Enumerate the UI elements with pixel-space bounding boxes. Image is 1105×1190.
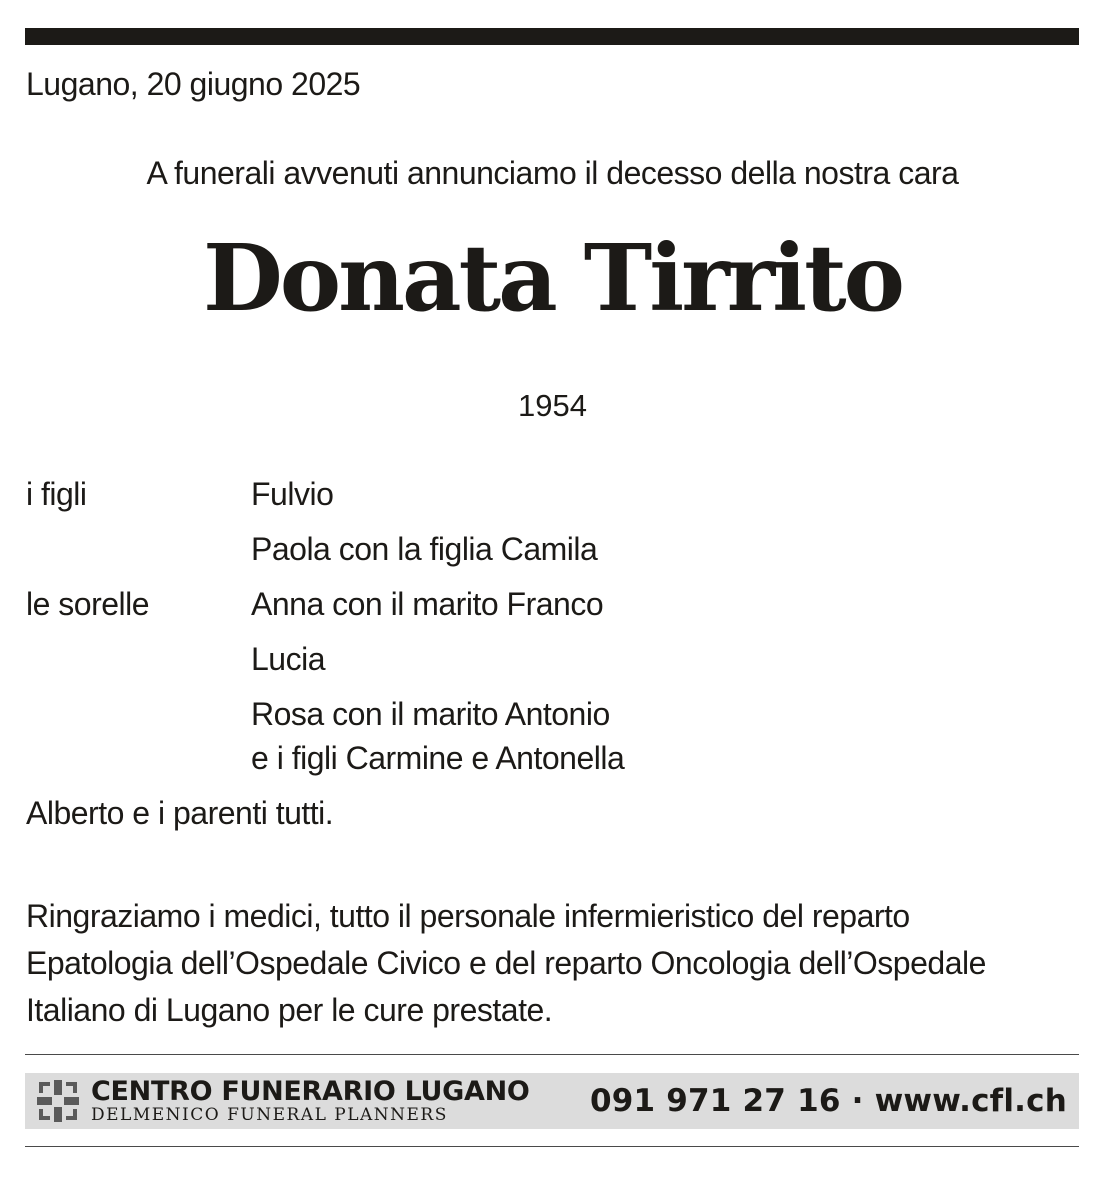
mourner-group-sisters: [26, 582, 1076, 780]
thanks-line: Ringraziamo i medici, tutto il personale infermieristico del reparto: [26, 898, 910, 934]
mourner-entry: [251, 637, 1076, 681]
announcement-intro: A funerali avvenuti annunciamo il decesso della nostra cara: [146, 155, 959, 191]
thanks-paragraph: [26, 893, 1086, 1034]
top-rule: [25, 28, 1079, 45]
mourner-line: Lucia: [251, 641, 325, 677]
thanks-line: Italiano di Lugano per le cure prestate.: [26, 992, 553, 1028]
footer-top-rule: [25, 1054, 1079, 1055]
mourner-role: i figli: [26, 476, 87, 512]
mourners-list: [26, 472, 1076, 780]
mourner-line: Paola con la figlia Camila: [251, 531, 598, 567]
firm-name: CENTRO FUNERARIO LUGANO: [91, 1076, 530, 1107]
other-relatives: Alberto e i parenti tutti.: [26, 795, 334, 831]
mourner-entry: [251, 472, 1076, 516]
place-date: Lugano, 20 giugno 2025: [26, 66, 361, 102]
thanks-line: Epatologia dell’Ospedale Civico e del reparto Oncologia dell’Ospedale: [26, 945, 986, 981]
mourner-line: e i figli Carmine e Antonella: [251, 740, 625, 776]
mourner-names: [251, 472, 1076, 582]
mourner-role: le sorelle: [26, 586, 150, 622]
mourner-line: Fulvio: [251, 476, 334, 512]
mourner-entry: [251, 582, 1076, 626]
footer-bottom-rule: [25, 1146, 1079, 1147]
funeral-home-banner: [25, 1073, 1079, 1129]
mourner-names: [251, 582, 1076, 780]
deceased-name: Donata Tirrito: [203, 224, 902, 332]
mourner-entry: [251, 527, 1076, 571]
mourner-line: Anna con il marito Franco: [251, 586, 604, 622]
mourner-line: Rosa con il marito Antonio: [251, 696, 610, 732]
firm-contact: 091 971 27 16 · www.cfl.ch: [589, 1083, 1067, 1119]
mourner-group-children: [26, 472, 1076, 582]
firm-block: [91, 1078, 530, 1124]
cfl-logo-icon: [35, 1078, 81, 1124]
mourner-entry: [251, 692, 1076, 780]
firm-subtitle: DELMENICO FUNERAL PLANNERS: [91, 1105, 448, 1125]
birth-year: 1954: [518, 388, 587, 423]
